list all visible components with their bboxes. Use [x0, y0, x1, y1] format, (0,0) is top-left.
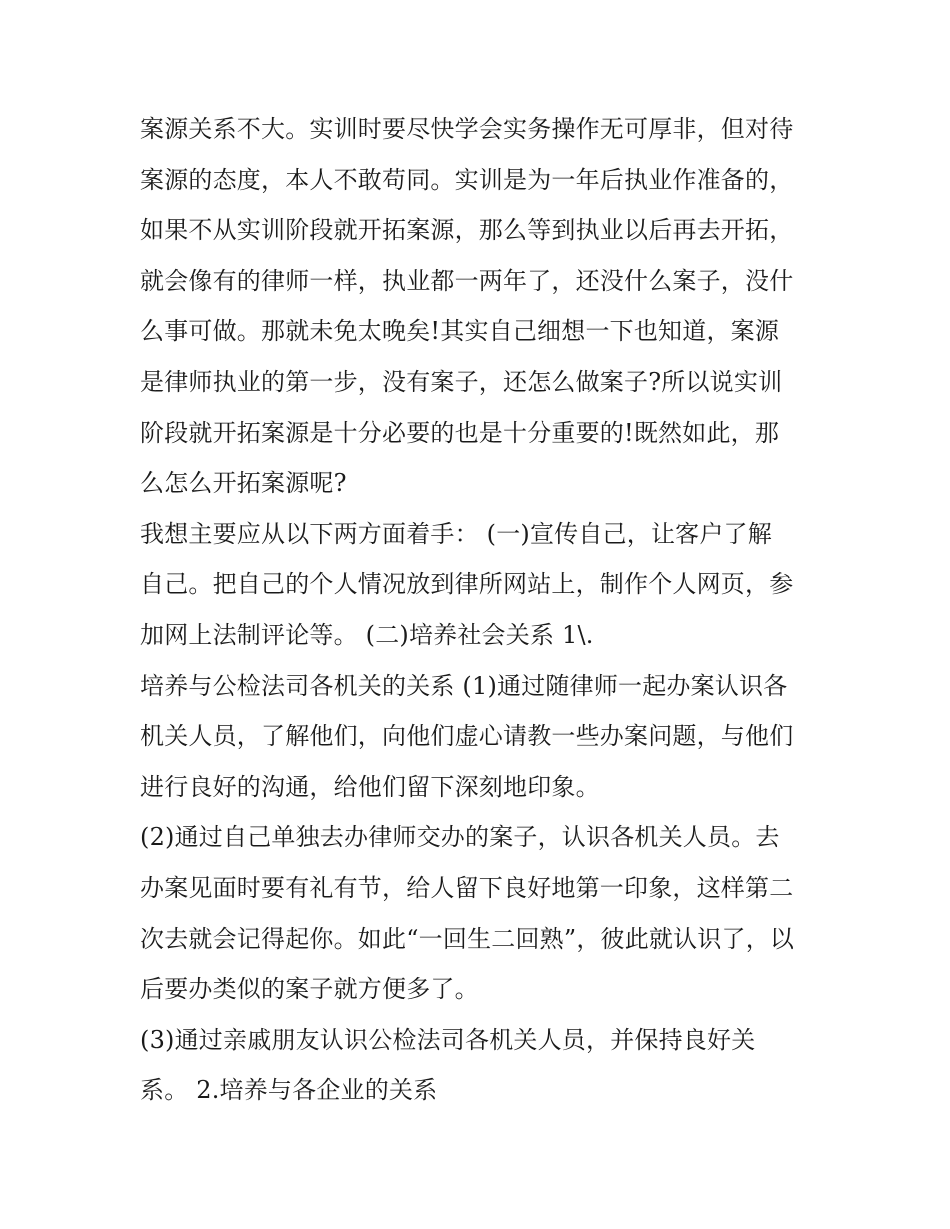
text-line: 么怎么开拓案源呢? — [140, 469, 347, 498]
text-line: 么事可做。那就未免太晚矣!其实自己细想一下也知道，案源 — [140, 317, 780, 346]
text-line: 次去就会记得起你。如此“一回生二回熟”，彼此就认识了，以 — [140, 924, 795, 953]
text-line: 培养与公检法司各机关的关系 (1)通过随律师一起办案认识各 — [140, 671, 788, 700]
body-text — [140, 104, 820, 1116]
text-line: 案源关系不大。实训时要尽快学会实务操作无可厚非，但对待 — [140, 115, 794, 143]
text-line: 加网上法制评论等。 (二)培养社会关系 1\. — [140, 620, 594, 649]
text-line: 后要办类似的案子就方便多了。 — [140, 975, 479, 1004]
text-line: 是律师执业的第一步，没有案子，还怎么做案子?所以说实训 — [140, 367, 783, 396]
text-line: (2)通过自己单独去办律师交办的案子，认识各机关人员。去 — [140, 823, 780, 852]
text-line: 系。 2.培养与各企业的关系 — [140, 1076, 438, 1105]
text-line: 就会像有的律师一样，执业都一两年了，还没什么案子，没什 — [140, 266, 794, 295]
text-line: 进行良好的沟通，给他们留下深刻地印象。 — [140, 772, 600, 801]
text-line: 阶段就开拓案源是十分必要的也是十分重要的!既然如此，那 — [140, 418, 780, 447]
text-line: 我想主要应从以下两方面着手： (一)宣传自己，让客户了解 — [140, 519, 772, 548]
text-line: 办案见面时要有礼有节，给人留下良好地第一印象，这样第二 — [140, 873, 794, 902]
text-line: 如果不从实训阶段就开拓案源，那么等到执业以后再去开拓， — [140, 216, 794, 245]
text-line: 机关人员，了解他们，向他们虚心请教一些办案问题，与他们 — [140, 722, 794, 751]
text-line: (3)通过亲戚朋友认识公检法司各机关人员，并保持良好关 — [140, 1025, 756, 1054]
text-line: 自己。把自己的个人情况放到律所网站上，制作个人网页，参 — [140, 570, 794, 599]
text-line: 案源的态度，本人不敢苟同。实训是为一年后执业作准备的， — [140, 165, 794, 194]
